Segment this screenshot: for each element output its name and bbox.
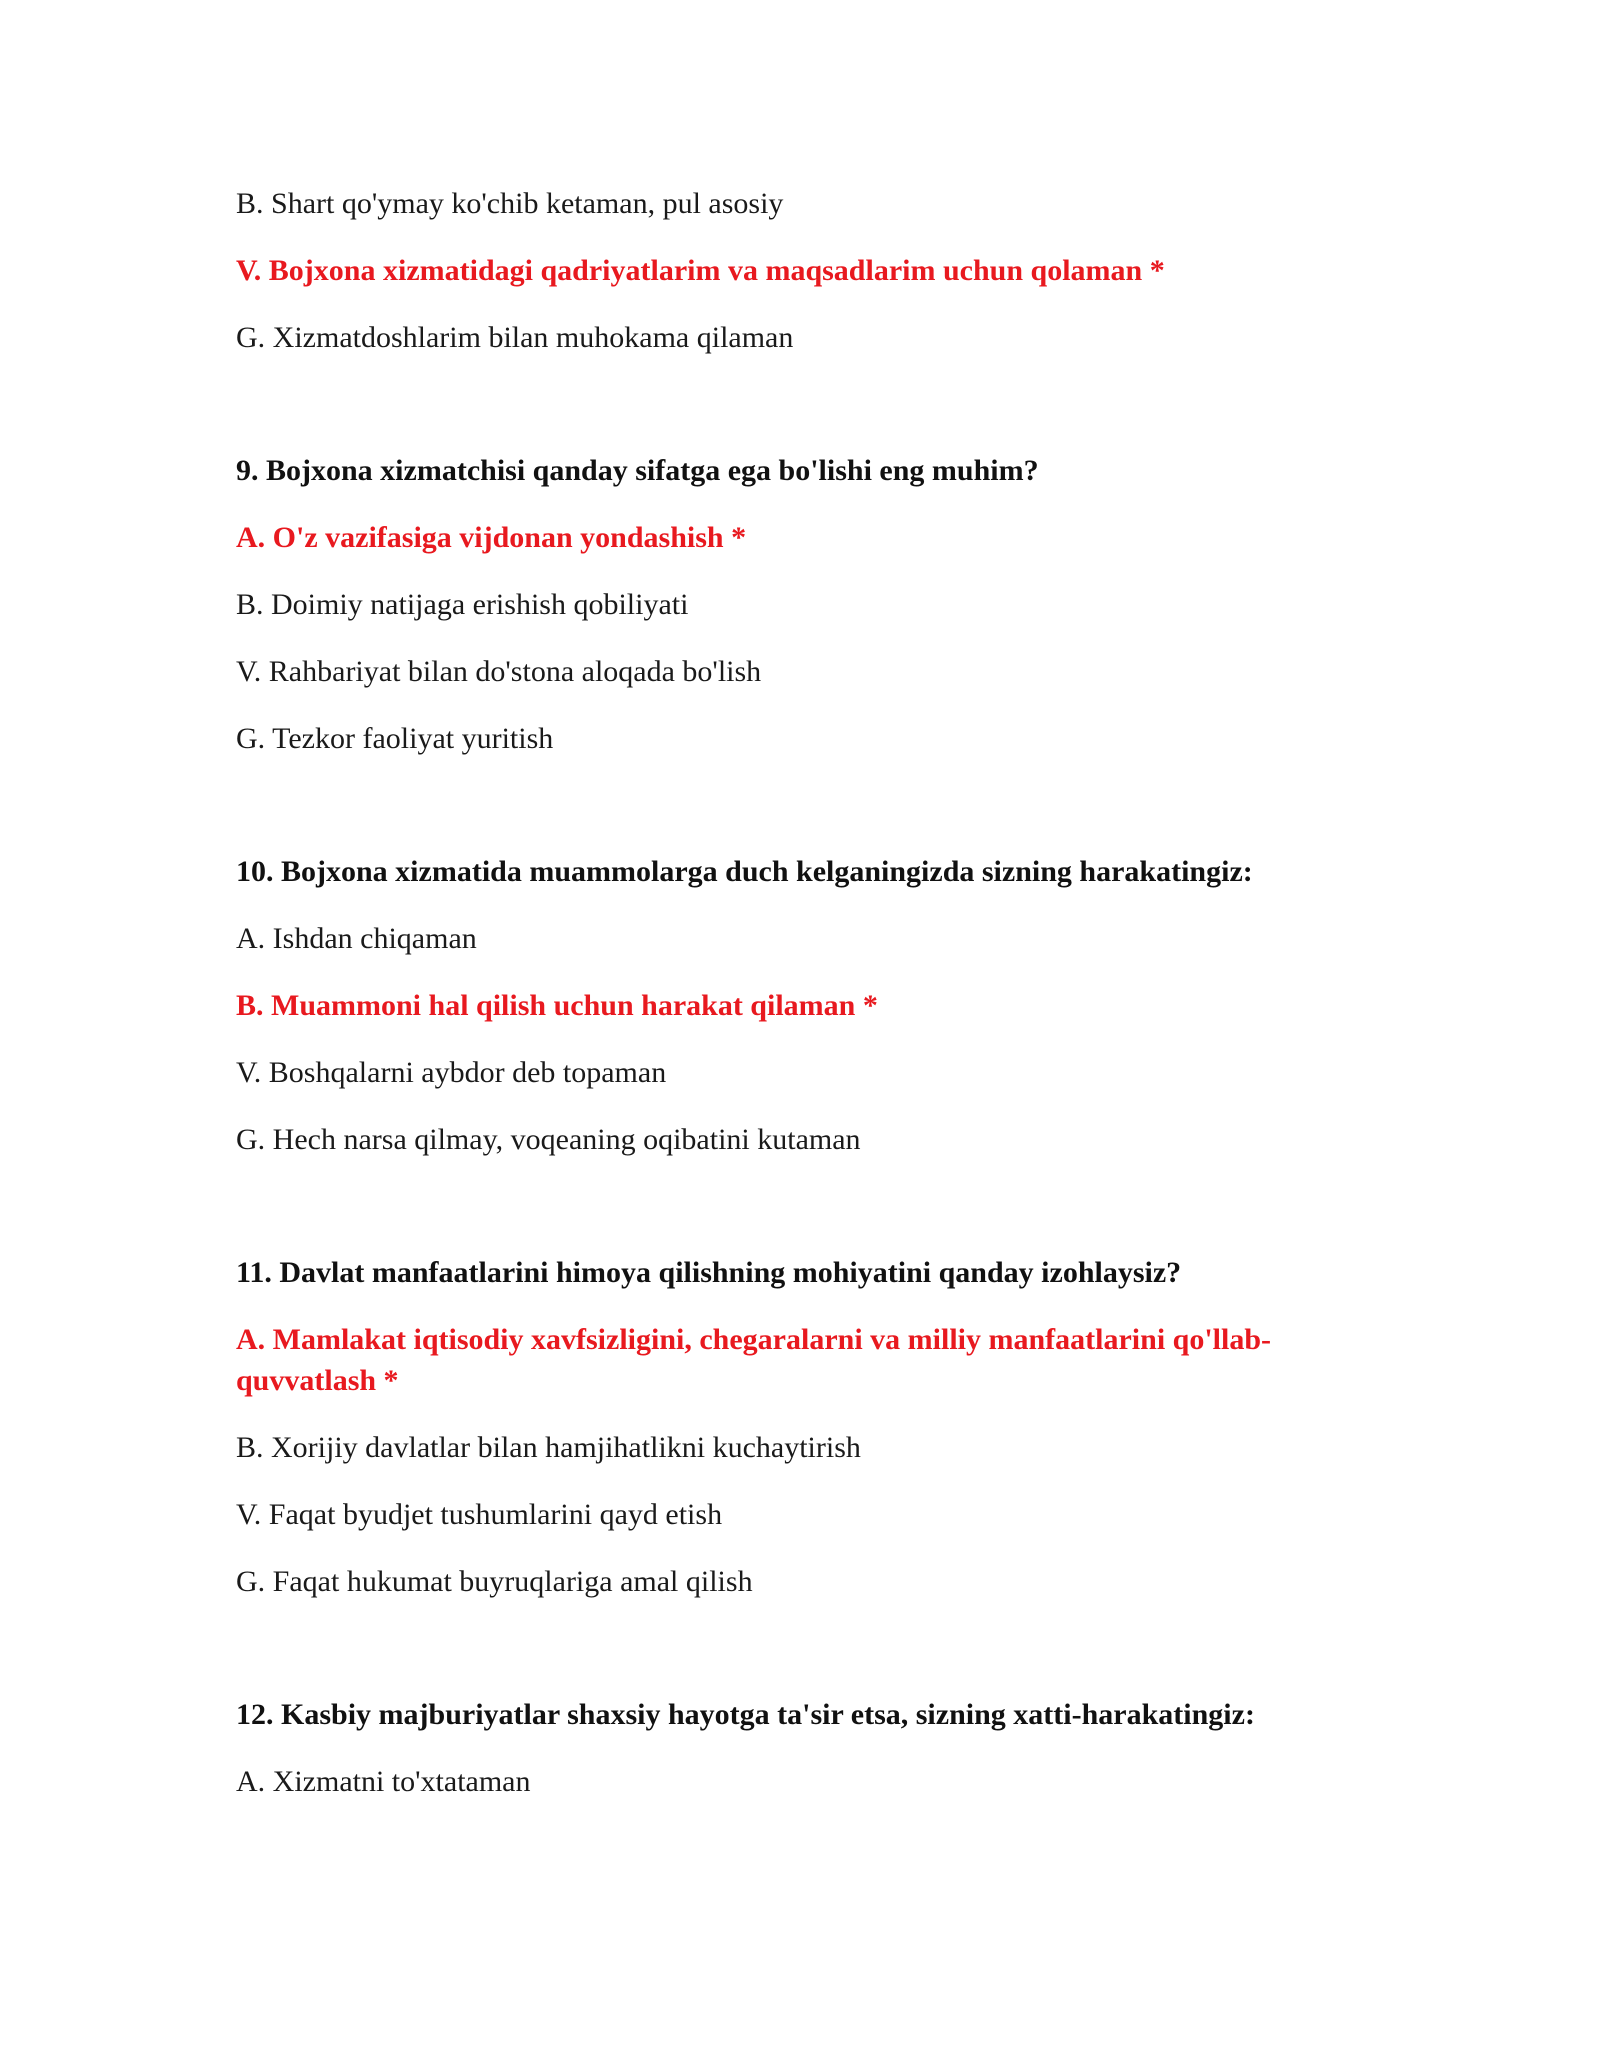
question-12: 12. Kasbiy majburiyatlar shaxsiy hayotga ta'sir etsa, sizning xatti-harakatingiz: (236, 1698, 1255, 1731)
correct-option-8v: V. Bojxona xizmatidagi qadriyatlarim va maqsadlarim uchun qolaman * (236, 254, 1165, 287)
option-12a: A. Xizmatni to'xtataman (236, 1765, 531, 1798)
option-9b: B. Doimiy natijaga erishish qobiliyati (236, 588, 689, 621)
question-9: 9. Bojxona xizmatchisi qanday sifatga ega bo'lishi eng muhim? (236, 454, 1039, 487)
correct-option-10b: B. Muammoni hal qilish uchun harakat qilaman * (236, 989, 878, 1022)
option-9v: V. Rahbariyat bilan do'stona aloqada bo'lish (236, 655, 762, 688)
option-10v: V. Boshqalarni aybdor deb topaman (236, 1056, 667, 1089)
option-11g: G. Faqat hukumat buyruqlariga amal qilish (236, 1565, 753, 1598)
question-10: 10. Bojxona xizmatida muammolarga duch kelganingizda sizning harakatingiz: (236, 855, 1253, 888)
option-10g: G. Hech narsa qilmay, voqeaning oqibatini kutaman (236, 1123, 861, 1156)
option-8b: B. Shart qo'ymay ko'chib ketaman, pul asosiy (236, 187, 784, 220)
option-10a: A. Ishdan chiqaman (236, 922, 477, 955)
correct-option-11a-line2: quvvatlash * (236, 1364, 399, 1397)
correct-option-9a: A. O'z vazifasiga vijdonan yondashish * (236, 521, 747, 554)
option-8g: G. Xizmatdoshlarim bilan muhokama qilaman (236, 321, 794, 354)
correct-option-11a-line1: A. Mamlakat iqtisodiy xavfsizligini, chegaralarni va milliy manfaatlarini qo'llab- (236, 1323, 1272, 1356)
option-11b: B. Xorijiy davlatlar bilan hamjihatlikni kuchaytirish (236, 1431, 861, 1464)
question-11: 11. Davlat manfaatlarini himoya qilishning mohiyatini qanday izohlaysiz? (236, 1256, 1182, 1289)
option-11v: V. Faqat byudjet tushumlarini qayd etish (236, 1498, 723, 1531)
option-9g: G. Tezkor faoliyat yuritish (236, 722, 554, 755)
